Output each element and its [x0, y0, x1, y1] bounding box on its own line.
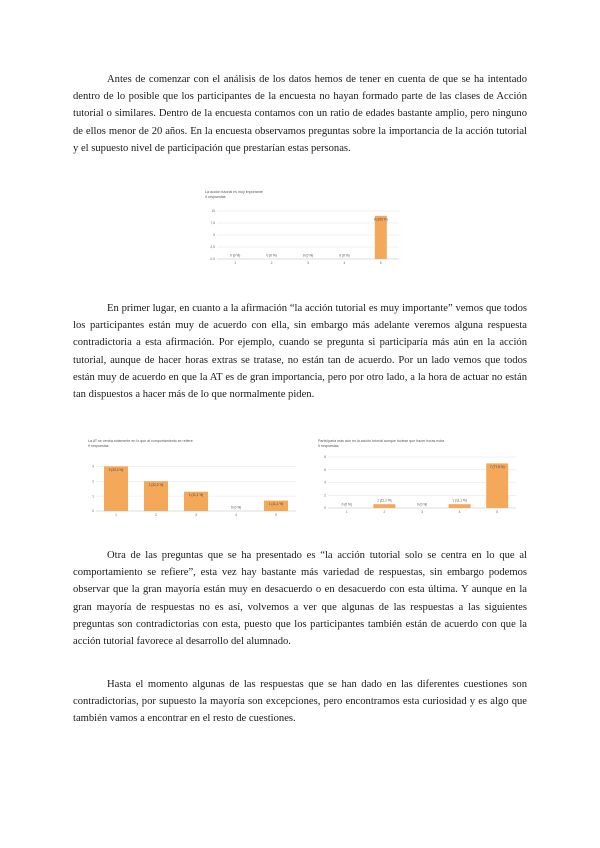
x-tick-label: 1	[345, 510, 348, 514]
data-label: 0 (0 %)	[416, 502, 428, 507]
y-tick-label: 2,5	[210, 245, 215, 250]
x-tick-label: 3	[421, 510, 423, 514]
data-label: 0 (0 %)	[339, 253, 350, 258]
y-tick-label: 0	[92, 509, 94, 514]
data-label: 2 (22,2 %)	[148, 482, 164, 487]
data-label: 0 (0 %)	[302, 253, 314, 258]
x-tick-label: 2	[270, 261, 273, 265]
chart-title: La acción tutorial es muy importante	[205, 190, 263, 194]
paragraph-behaviour-text: Otra de las preguntas que se ha presentado es “la acción tutorial solo se centra en lo que al comportamiento se refiere”, esta vez hay bastante más variedad de respuestas, sin embargo podemos observar que la gran mayoría están muy en desacuerdo o en desacuerdo con esta última. Y aunque en la gran mayoría de respuestas no es así, volvemos a ver que algunas de las respuestas a las siguientes preguntas son contradictorias con esta, puesto que los participantes también están de acuerdo con que la acción tutorial favorece al desarrollo del alumnado.	[73, 550, 527, 648]
data-label: 0 (0 %)	[230, 505, 242, 510]
x-tick-label: 3	[195, 513, 197, 517]
y-tick-label: 2	[324, 493, 326, 498]
y-tick-label: 0,0	[210, 257, 215, 262]
y-tick-label: 10	[211, 209, 215, 214]
chart-subtitle: 9 respuestas	[205, 195, 226, 199]
paragraph-intro-text: Antes de comenzar con el análisis de los datos hemos de tener en cuenta de que se ha intentado dentro de lo posible que los participantes de la encuesta no hayan formado parte de las clases de Acción tutorial o similares. Dentro de la encuesta contamos con un ratio de edades bastante amplio, pero ninguno de ellos menor de 20 años. En la encuesta observamos preguntas sobre la importancia de la acción tutorial y el supuesto nivel de participación que prestarían estas personas.	[73, 74, 527, 154]
x-tick-label: 3	[307, 261, 309, 265]
data-label: 0 (0 %)	[341, 502, 352, 507]
y-tick-label: 3	[92, 464, 94, 469]
x-tick-label: 1	[115, 513, 117, 517]
chart-extra-hours-svg	[316, 437, 520, 521]
bar	[486, 463, 508, 508]
data-label: 3 (33,3 %)	[108, 467, 124, 472]
chart-importance-svg	[203, 188, 403, 270]
chart-behaviour	[86, 437, 300, 521]
paragraph-contradictions-text: Hasta el momento algunas de las respuestas que se han dado en las diferentes cuestiones son contradictorias, por supuesto la mayoría son excepciones, pero encontramos esta curiosidad y es algo que también vamos a encontrar en el resto de cuestiones.	[73, 679, 527, 725]
data-label: 0 (0 %)	[266, 253, 277, 258]
chart-subtitle: 9 respuestas	[88, 444, 109, 448]
x-tick-label: 1	[234, 261, 237, 265]
data-label: 1 (11,1 %)	[452, 498, 467, 503]
paragraph-intro	[73, 71, 527, 157]
data-label: 9 (100 %)	[373, 217, 388, 222]
y-tick-label: 4	[324, 480, 326, 485]
paragraph-behaviour	[73, 547, 527, 650]
x-tick-label: 5	[379, 261, 382, 265]
chart-importance	[203, 188, 403, 270]
paragraph-first-statement	[73, 300, 527, 403]
data-label: 1 (11,1 %)	[188, 493, 204, 498]
bar	[449, 504, 471, 508]
y-tick-label: 7,5	[210, 221, 215, 226]
chart-title: La AT se centra solamente en lo que al comportamiento se refiere	[88, 439, 193, 443]
paragraph-first-statement-text: En primer lugar, en cuanto a la afirmación “la acción tutorial es muy importante” vemos que todos los participantes están muy de acuerdo con ella, sin embargo más adelante veremos alguna respuesta contradictoria a esta afirmación. Por ejemplo, cuando se pregunta si participaría más aún en la acción tutorial, aunque de hacer horas extras se tratase, no están tan de acuerdo. Por un lado vemos que todos están muy de acuerdo en que la AT es de gran importancia, pero por otro lado, a la hora de actuar no están tan dispuestos a hacer más de lo que normalmente piden.	[73, 303, 527, 401]
x-tick-label: 2	[155, 513, 157, 517]
y-tick-label: 1	[92, 494, 94, 499]
bar	[373, 504, 395, 508]
paragraph-contradictions	[73, 676, 527, 728]
y-tick-label: 8	[324, 455, 326, 460]
y-tick-label: 6	[324, 467, 326, 472]
x-tick-label: 4	[235, 513, 237, 517]
data-label: 1 (11,1 %)	[377, 498, 392, 503]
bar	[104, 466, 128, 511]
x-tick-label: 5	[275, 513, 277, 517]
chart-behaviour-svg	[86, 437, 300, 521]
x-tick-label: 5	[496, 510, 499, 514]
y-tick-label: 2	[92, 479, 94, 484]
chart-subtitle: 9 respuestas	[318, 444, 339, 448]
chart-extra-hours	[316, 437, 520, 521]
bar	[375, 216, 387, 259]
x-tick-label: 4	[458, 510, 461, 514]
y-tick-label: 0	[324, 506, 326, 511]
data-label: 0 (0 %)	[230, 253, 241, 258]
y-tick-label: 5	[213, 233, 215, 238]
chart-title: Participaría más aún en la acción tutorial aunque tuviese que hacer horas extra	[318, 439, 445, 443]
data-label: 7 (77,8 %)	[489, 464, 505, 469]
x-tick-label: 2	[383, 510, 386, 514]
x-tick-label: 4	[343, 261, 346, 265]
data-label: 1 (11,1 %)	[268, 502, 284, 507]
